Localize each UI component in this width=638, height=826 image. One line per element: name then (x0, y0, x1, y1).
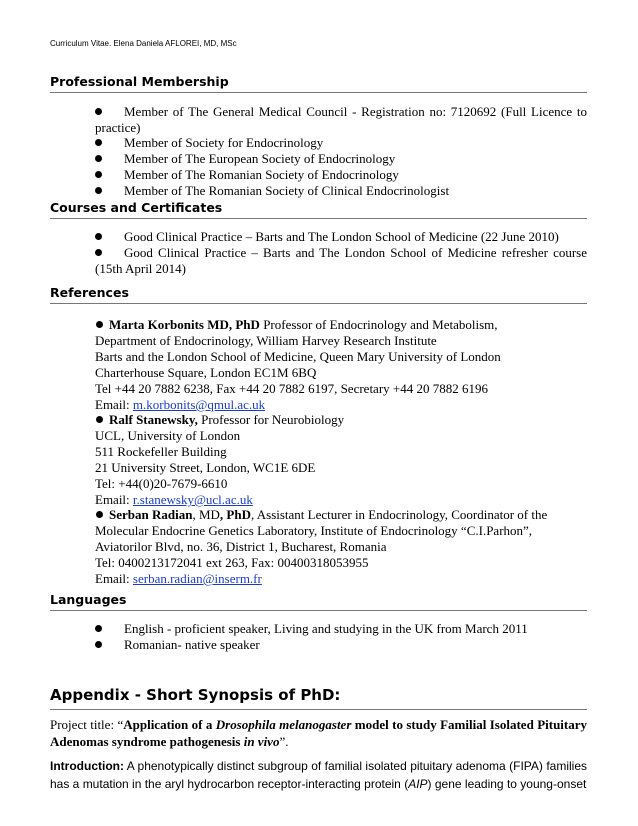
introduction-paragraph: Introduction: A phenotypically distinct subgroup of familial isolated pituitary adenoma (FIPA) families has a mutation in the aryl hydrocarbon receptor-interacting protein (AIP) gene leading to young-onset (50, 759, 587, 791)
list-item: Good Clinical Practice – Barts and The London School of Medicine (22 June 2010) (95, 229, 587, 245)
reference-name: Ralf Stanewsky, (109, 412, 198, 427)
bullet-icon (95, 187, 102, 194)
email-link[interactable]: m.korbonits@qmul.ac.uk (132, 397, 266, 412)
list-item: Member of Society for Endocrinology (95, 135, 587, 151)
bullet-icon (95, 139, 102, 146)
bullet-icon (95, 233, 102, 240)
list-item: Member of The General Medical Council - Registration no: 7120692 (Full Licence to practice) (95, 104, 587, 135)
reference-name: Marta Korbonits MD, PhD (109, 317, 260, 332)
bullet-icon (96, 416, 103, 423)
list-item: Good Clinical Practice – Barts and The London School of Medicine refresher course (15th April 2014) (95, 245, 587, 276)
page-header: Curriculum Vitae. Elena Daniela AFLOREI, MD, MSc (50, 39, 237, 48)
appendix-title: Appendix - Short Synopsis of PhD: (50, 686, 587, 710)
section-title-courses: Courses and Certificates (50, 200, 587, 219)
bullet-icon (95, 249, 102, 256)
bullet-icon (96, 511, 103, 518)
email-link[interactable]: serban.radian@inserm.fr (132, 571, 262, 586)
list-item: English - proficient speaker, Living and studying in the UK from March 2011 (95, 621, 587, 637)
section-title-languages: Languages (50, 592, 587, 611)
bullet-icon (95, 155, 102, 162)
list-item: Romanian- native speaker (95, 637, 587, 653)
list-item: Member of The Romanian Society of Endocrinology (95, 167, 587, 183)
email-link[interactable]: r.stanewsky@ucl.ac.uk (132, 492, 253, 507)
reference-entry: Marta Korbonits MD, PhD Professor of Endocrinology and Metabolism, Department of Endocrinology, William Harvey Research Institute Barts and the London School of Medicine, Queen Mary University of London Charterhouse Square, London EC1M 6BQ Tel +44 20 7882 6238, Fax +44 20 7882 6197, Secretary +44 20 7882 6196 Email: m.korbonits@qmul.ac.uk (95, 317, 501, 412)
list-item: Member of The Romanian Society of Clinical Endocrinologist (95, 183, 587, 199)
bullet-icon (96, 321, 103, 328)
bullet-icon (95, 171, 102, 178)
list-item: Member of The European Society of Endocrinology (95, 151, 587, 167)
bullet-icon (95, 625, 102, 632)
reference-entry: Ralf Stanewsky, Professor for Neurobiology UCL, University of London 511 Rockefeller Building 21 University Street, London, WC1E 6DE Tel: +44(0)20-7679-6610 Email: r.stanewsky@ucl.ac.uk (95, 412, 345, 507)
reference-name: Serban Radian (109, 507, 193, 522)
section-title-membership: Professional Membership (50, 74, 587, 93)
reference-entry: Serban Radian, MD, PhD, Assistant Lecturer in Endocrinology, Coordinator of the Molecular Endocrine Genetics Laboratory, Institute of Endocrinology “C.I.Parhon”, Aviatorilor Blvd, no. 36, District 1, Bucharest, Romania Tel: 0400213172041 ext 263, Fax: 00400318053955 Email: serban.radian@inserm.fr (95, 507, 548, 586)
section-title-references: References (50, 285, 587, 304)
bullet-icon (95, 108, 102, 115)
project-title: Project title: “Application of a Drosophila melanogaster model to study Familial Isolated Pituitary Adenomas syndrome pathogenesis in vivo”. (50, 717, 588, 749)
bullet-icon (95, 641, 102, 648)
